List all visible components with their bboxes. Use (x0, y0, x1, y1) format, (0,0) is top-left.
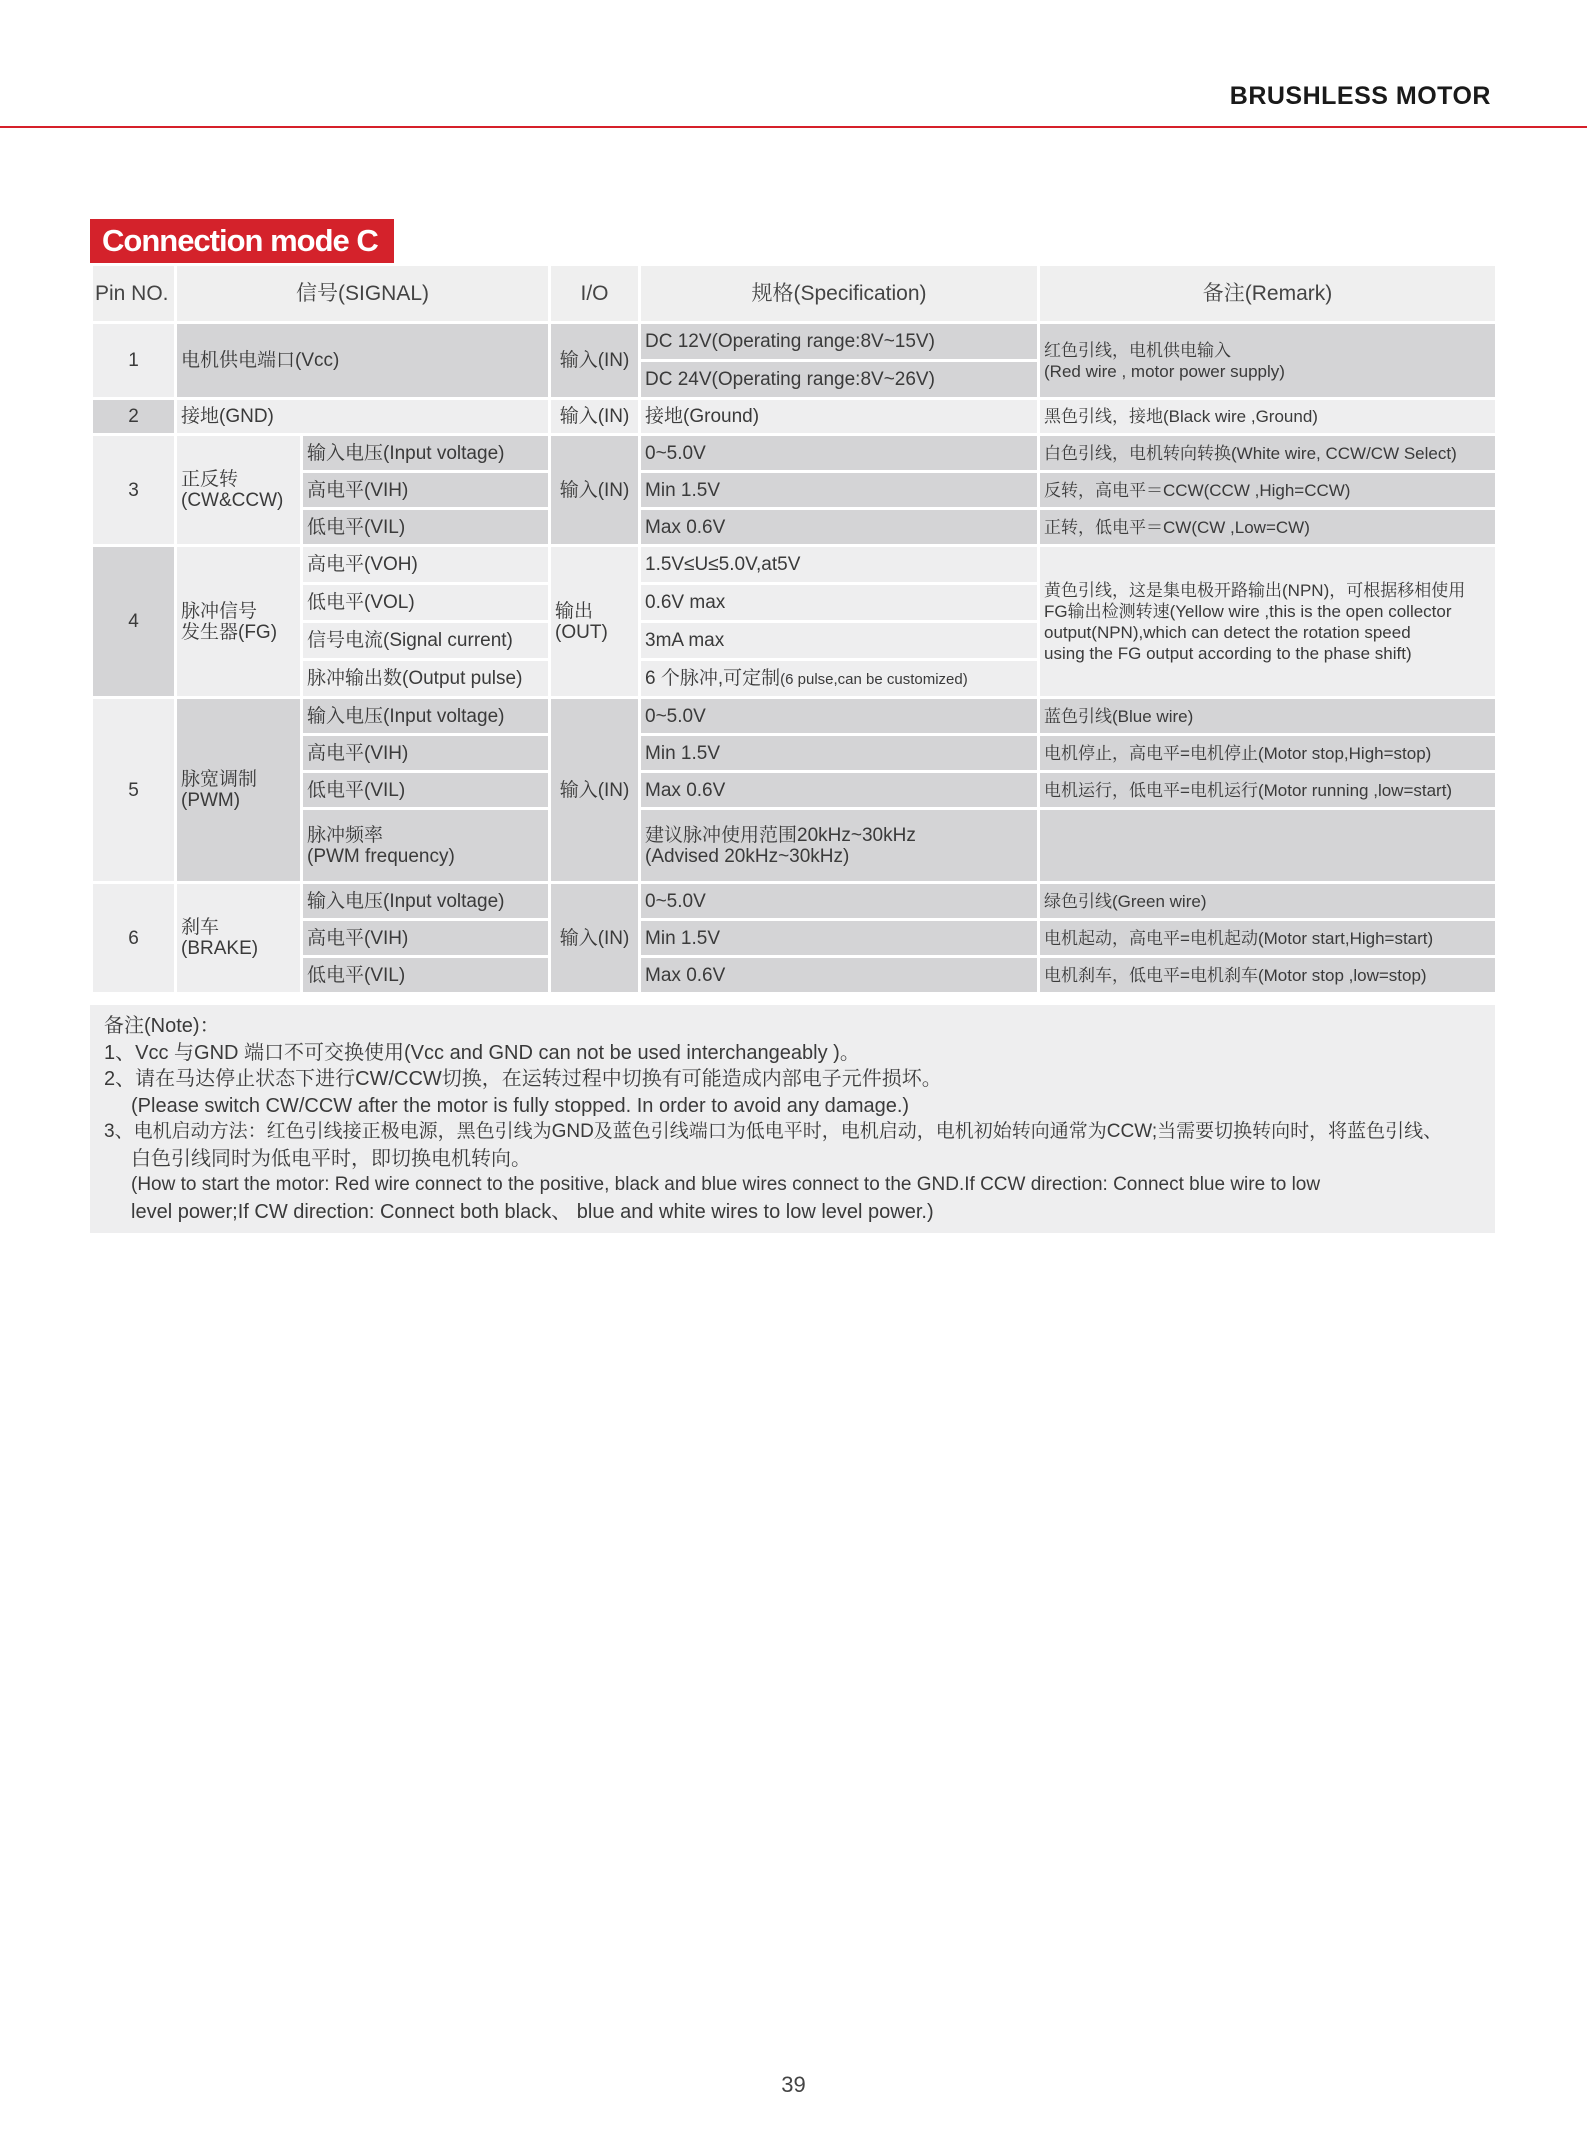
table-row (92, 735, 1497, 772)
table-row (92, 883, 1497, 920)
table-row (92, 399, 1497, 435)
spec-cell: 3mA max (640, 622, 1039, 660)
signal-cell: 电机供电端口(Vcc) (176, 323, 550, 399)
io-cell: 输入(IN) (550, 323, 640, 399)
table-row (92, 957, 1497, 994)
pin-number: 2 (92, 399, 176, 435)
io-line: (OUT) (555, 621, 608, 643)
spec-cell: 接地(Ground) (640, 399, 1039, 435)
remark-cell: 电机停止，高电平=电机停止(Motor stop,High=stop) (1039, 735, 1497, 772)
remark-line: (Red wire , motor power supply) (1044, 361, 1285, 381)
spec-cell: Max 0.6V (640, 957, 1039, 994)
sub-signal-line: 脉冲频率 (307, 824, 384, 846)
note-line: level power;If CW direction: Connect both black、 blue and white wires to low level power.) (131, 1200, 934, 1223)
spec-cell: 0~5.0V (640, 698, 1039, 735)
remark-cell: 蓝色引线(Blue wire) (1039, 698, 1497, 735)
page-number: 39 (781, 2072, 806, 2097)
io-cell: 输入(IN) (550, 435, 640, 546)
table-row (92, 809, 1497, 883)
spec-note: (6 pulse,can be customized) (780, 670, 968, 688)
spec-cell: Min 1.5V (640, 472, 1039, 509)
note-line: 1、Vcc 与GND 端口不可交换使用(Vcc and GND can not be used interchangeably )。 (104, 1041, 860, 1064)
io-cell (550, 546, 640, 698)
note-line: 白色引线同时为低电平时，即切换电机转向。 (131, 1147, 531, 1170)
table-row (92, 472, 1497, 509)
table-row (92, 772, 1497, 809)
table-row (92, 323, 1497, 361)
spec-cell: Min 1.5V (640, 920, 1039, 957)
spec-cell: Max 0.6V (640, 772, 1039, 809)
sub-signal-cell: 低电平(VIL) (302, 957, 550, 994)
header-spec: 规格(Specification) (640, 265, 1039, 323)
notes-title: 备注(Note)： (104, 1015, 220, 1037)
remark-line: 红色引线，电机供电输入 (1044, 340, 1232, 360)
spec-line: 建议脉冲使用范围20kHz~30kHz (645, 824, 916, 846)
signal-line: (CW&CCW) (181, 490, 284, 511)
header-signal: 信号(SIGNAL) (176, 265, 550, 323)
note-line: 3、电机启动方法：红色引线接正极电源，黑色引线为GND及蓝色引线端口为低电平时，电机启动，电机初始转向通常为CCW;当需要切换转向时，将蓝色引线、 (104, 1121, 1443, 1142)
notes-block (90, 1005, 1495, 1233)
io-cell: 输入(IN) (550, 698, 640, 883)
spec-cell: DC 24V(Operating range:8V~26V) (640, 361, 1039, 399)
remark-cell (1039, 546, 1497, 698)
sub-signal-cell: 低电平(VIL) (302, 509, 550, 546)
sub-signal-cell: 高电平(VIH) (302, 735, 550, 772)
spec-cell: Min 1.5V (640, 735, 1039, 772)
header-io: I/O (550, 265, 640, 323)
sub-signal-cell: 高电平(VIH) (302, 920, 550, 957)
table-row (92, 920, 1497, 957)
signal-cell (176, 883, 302, 994)
pin-number: 5 (92, 698, 176, 883)
sub-signal-cell: 输入电压(Input voltage) (302, 883, 550, 920)
io-cell: 输入(IN) (550, 883, 640, 994)
connection-table (90, 263, 1498, 995)
header-remark: 备注(Remark) (1039, 265, 1497, 323)
signal-cell (176, 435, 302, 546)
spec-cell: DC 12V(Operating range:8V~15V) (640, 323, 1039, 361)
signal-line: 脉宽调制 (181, 769, 258, 790)
header-title: BRUSHLESS MOTOR (1229, 82, 1491, 110)
sub-signal-cell: 输入电压(Input voltage) (302, 698, 550, 735)
sub-signal-cell: 高电平(VOH) (302, 546, 550, 584)
table-row (92, 546, 1497, 584)
pin-number: 3 (92, 435, 176, 546)
spec-cell: 0~5.0V (640, 435, 1039, 472)
signal-cell: 接地(GND) (176, 399, 550, 435)
signal-line: 发生器(FG) (181, 621, 278, 643)
header-pin-no: Pin NO. (92, 265, 176, 323)
signal-line: (BRAKE) (181, 938, 259, 959)
io-line: 输出 (555, 600, 594, 622)
spec-cell: 0~5.0V (640, 883, 1039, 920)
remark-cell: 反转，高电平＝CCW(CCW ,High=CCW) (1039, 472, 1497, 509)
remark-cell: 黑色引线，接地(Black wire ,Ground) (1039, 399, 1497, 435)
remark-cell (1039, 323, 1497, 399)
spec-cell (640, 660, 1039, 698)
remark-cell: 电机起动，高电平=电机起动(Motor start,High=start) (1039, 920, 1497, 957)
signal-line: (PWM) (181, 790, 241, 811)
sub-signal-cell: 脉冲输出数(Output pulse) (302, 660, 550, 698)
remark-cell: 白色引线，电机转向转换(White wire, CCW/CW Select) (1039, 435, 1497, 472)
sub-signal-cell: 信号电流(Signal current) (302, 622, 550, 660)
remark-cell: 电机刹车，低电平=电机刹车(Motor stop ,low=stop) (1039, 957, 1497, 994)
sub-signal-line: (PWM frequency) (307, 845, 455, 867)
pin-number: 6 (92, 883, 176, 994)
spec-cell: 0.6V max (640, 584, 1039, 622)
remark-cell: 电机运行，低电平=电机运行(Motor running ,low=start) (1039, 772, 1497, 809)
remark-cell: 正转，低电平＝CW(CW ,Low=CW) (1039, 509, 1497, 546)
remark-line: output(NPN),which can detect the rotation speed (1044, 622, 1411, 642)
table-row (92, 435, 1497, 472)
note-line: (How to start the motor: Red wire connect to the positive, black and blue wires connect to the GND.If CCW direction: Connect blue wire to low (131, 1174, 1321, 1195)
sub-signal-cell: 低电平(VIL) (302, 772, 550, 809)
remark-line: 黄色引线，这是集电极开路输出(NPN)，可根据移相使用 (1044, 580, 1466, 600)
remark-line: using the FG output according to the phase shift) (1044, 643, 1412, 663)
signal-line: 刹车 (181, 917, 220, 938)
io-cell: 输入(IN) (550, 399, 640, 435)
spec-cell: Max 0.6V (640, 509, 1039, 546)
spec-cell (640, 809, 1039, 883)
spec-text: 6 个脉冲,可定制 (645, 667, 781, 689)
sub-signal-cell: 输入电压(Input voltage) (302, 435, 550, 472)
remark-cell (1039, 809, 1497, 883)
table-header-row (92, 265, 1497, 323)
remark-line: FG输出检测转速(Yellow wire ,this is the open collector (1044, 601, 1452, 621)
sub-signal-cell (302, 809, 550, 883)
pin-number: 1 (92, 323, 176, 399)
spec-line: (Advised 20kHz~30kHz) (645, 845, 850, 867)
pin-number: 4 (92, 546, 176, 698)
signal-line: 脉冲信号 (181, 600, 258, 622)
signal-cell (176, 698, 302, 883)
signal-line: 正反转 (181, 469, 239, 490)
header-divider (0, 126, 1587, 128)
note-line: 2、请在马达停止状态下进行CW/CCW切换，在运转过程中切换有可能造成内部电子元件损坏。 (104, 1068, 942, 1090)
sub-signal-cell: 低电平(VOL) (302, 584, 550, 622)
note-line: (Please switch CW/CCW after the motor is fully stopped. In order to avoid any damage.) (131, 1094, 910, 1117)
table-row (92, 509, 1497, 546)
spec-cell: 1.5V≤U≤5.0V,at5V (640, 546, 1039, 584)
signal-cell (176, 546, 302, 698)
table-row (92, 698, 1497, 735)
sub-signal-cell: 高电平(VIH) (302, 472, 550, 509)
remark-cell: 绿色引线(Green wire) (1039, 883, 1497, 920)
section-title: Connection mode C (90, 219, 394, 263)
